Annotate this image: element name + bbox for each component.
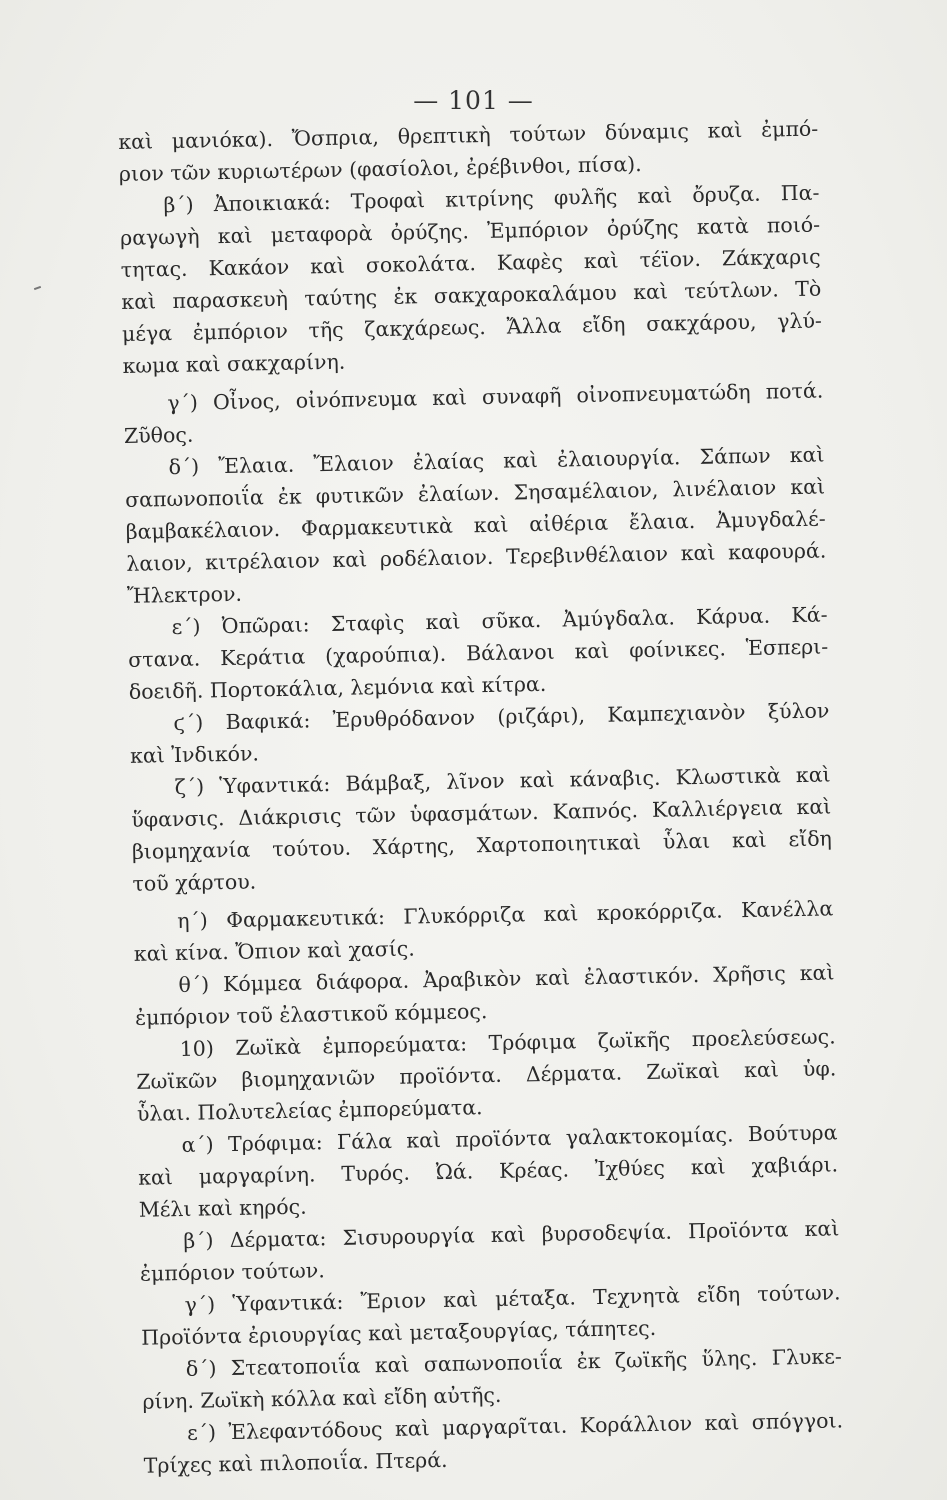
body-text	[118, 113, 844, 1482]
margin-mark	[34, 286, 41, 290]
text-line: ἐμπόριον τούτων.	[139, 1258, 325, 1286]
text-line: τοῦ χάρτου.	[132, 869, 257, 896]
text-line: στανα. Κεράτια (χαρούπια). Βάλανοι καὶ φοίνικες. Ἑσπερι-	[128, 634, 829, 672]
text-line: ἐμπόριον τοῦ ἐλαστικοῦ κόμμεος.	[134, 999, 488, 1030]
text-line: Ἤλεκτρον.	[126, 581, 243, 608]
text-line: 10) Ζωϊκὰ ἐμπορεύματα: Τρόφιμα ζωϊκῆς προελεύσεως.	[179, 1024, 836, 1061]
text-line: ριον τῶν κυριωτέρων (φασίολοι, ἐρέβινθοι, πίσα).	[118, 151, 642, 186]
text-line: Προϊόντα ἐριουργίας καὶ μεταξουργίας, τάπητες.	[141, 1315, 657, 1350]
text-line: βαμβακέλαιον. Φαρμακευτικὰ καὶ αἰθέρια ἔλαια. Ἀμυγδαλέ-	[125, 506, 826, 544]
text-line: α΄) Τρόφιμα: Γάλα καὶ προϊόντα γαλακτοκομίας. Βούτυρα	[181, 1120, 838, 1157]
text-line: Ζῦθος.	[123, 422, 194, 448]
text-line: βιομηχανία τούτου. Χάρτης, Χαρτοποιητικαὶ ὗλαι καὶ εἴδη	[131, 826, 833, 864]
text-line: δ΄) Στεατοποιΐα καὶ σαπωνοποιΐα ἐκ ζωϊκῆς ὕλης. Γλυκε-	[185, 1344, 842, 1381]
text-line: σαπωνοποιΐα ἐκ φυτικῶν ἐλαίων. Σησαμέλαιον, λινέλαιον καὶ	[124, 474, 826, 512]
text-line: δ΄) Ἔλαια. Ἔλαιον ἐλαίας καὶ ἐλαιουργία. Σάπων καὶ	[168, 442, 825, 480]
text-line: Τρίχες καὶ πιλοποιΐα. Πτερά.	[143, 1447, 448, 1478]
text-line: Μέλι καὶ κηρός.	[138, 1194, 307, 1222]
text-line: β΄) Ἀποικιακά: Τροφαὶ κιτρίνης φυλῆς καὶ ὄρυζα. Πα-	[163, 180, 820, 218]
text-line: καὶ μανιόκα). Ὄσπρια, θρεπτικὴ τούτων δύναμις καὶ ἐμπό-	[118, 116, 819, 154]
text-line: τητας. Κακάον καὶ σοκολάτα. Καφὲς καὶ τέϊον. Ζάκχαρις	[120, 244, 821, 282]
text-line: Ζωϊκῶν βιομηχανιῶν προϊόντα. Δέρματα. Ζωϊκαὶ καὶ ὑφ.	[136, 1056, 837, 1094]
text-line: γ΄) Οἶνος, οἰνόπνευμα καὶ συναφῆ οἰνοπνευματώδη ποτά.	[167, 378, 824, 416]
text-line: δοειδῆ. Πορτοκάλια, λεμόνια καὶ κίτρα.	[128, 671, 547, 704]
text-line: ρίνη. Ζωϊκὴ κόλλα καὶ εἴδη αὐτῆς.	[142, 1382, 502, 1414]
text-line: καὶ μαργαρίνη. Τυρός. Ὠά. Κρέας. Ἰχθύες καὶ χαβιάρι.	[137, 1152, 839, 1190]
text-line: η΄) Φαρμακευτικά: Γλυκόρριζα καὶ κροκόρριζα. Κανέλλα	[177, 896, 834, 934]
text-line: καὶ Ἰνδικόν.	[129, 741, 260, 768]
text-line: καὶ παρασκευὴ ταύτης ἐκ σακχαροκαλάμου καὶ τεύτλων. Τὸ	[121, 276, 822, 314]
text-line: β΄) Δέρματα: Σισυρουργία καὶ βυρσοδεψία. Προϊόντα καὶ	[183, 1216, 840, 1253]
text-line: ραγωγὴ καὶ μεταφορὰ ὀρύζης. Ἐμπόριον ὀρύζης κατὰ ποιό-	[119, 212, 821, 250]
page-number: — 101 —	[413, 86, 534, 115]
text-line: γ΄) Ὑφαντικά: Ἔριον καὶ μέταξα. Τεχνητὰ εἴδη τούτων.	[184, 1280, 841, 1317]
text-line: ε΄) Ὀπῶραι: Σταφὶς καὶ σῦκα. Ἀμύγδαλα. Κάρυα. Κά-	[171, 602, 828, 640]
text-line: ζ΄) Ὑφαντικά: Βάμβαξ, λῖνον καὶ κάναβις. Κλωστικὰ καὶ	[174, 762, 831, 800]
text-line: ε΄) Ἐλεφαντόδους καὶ μαργαρῖται. Κοράλλιον καὶ σπόγγοι.	[186, 1408, 844, 1445]
text-line: μέγα ἐμπόριον τῆς ζακχάρεως. Ἄλλα εἴδη σακχάρου, γλύ-	[121, 308, 823, 346]
text-line: ὗλαι. Πολυτελείας ἐμπορεύματα.	[136, 1095, 483, 1126]
text-line: ϛ΄) Βαφικά: Ἐρυθρόδανον (ριζάρι), Καμπεχιανὸν ξύλον	[173, 698, 830, 736]
text-line: κωμα καὶ σακχαρίνη.	[122, 349, 346, 378]
text-line: θ΄) Κόμμεα διάφορα. Ἀραβικὸν καὶ ἐλαστικόν. Χρῆσις καὶ	[178, 960, 835, 997]
text-line: καὶ κίνα. Ὄπιον καὶ χασίς.	[133, 936, 416, 966]
text-line: ὕφανσις. Διάκρισις τῶν ὑφασμάτων. Καπνός. Καλλιέργεια καὶ	[131, 794, 832, 832]
text-line: λαιον, κιτρέλαιον καὶ ροδέλαιον. Τερεβινθέλαιον καὶ καφουρά.	[126, 538, 827, 576]
